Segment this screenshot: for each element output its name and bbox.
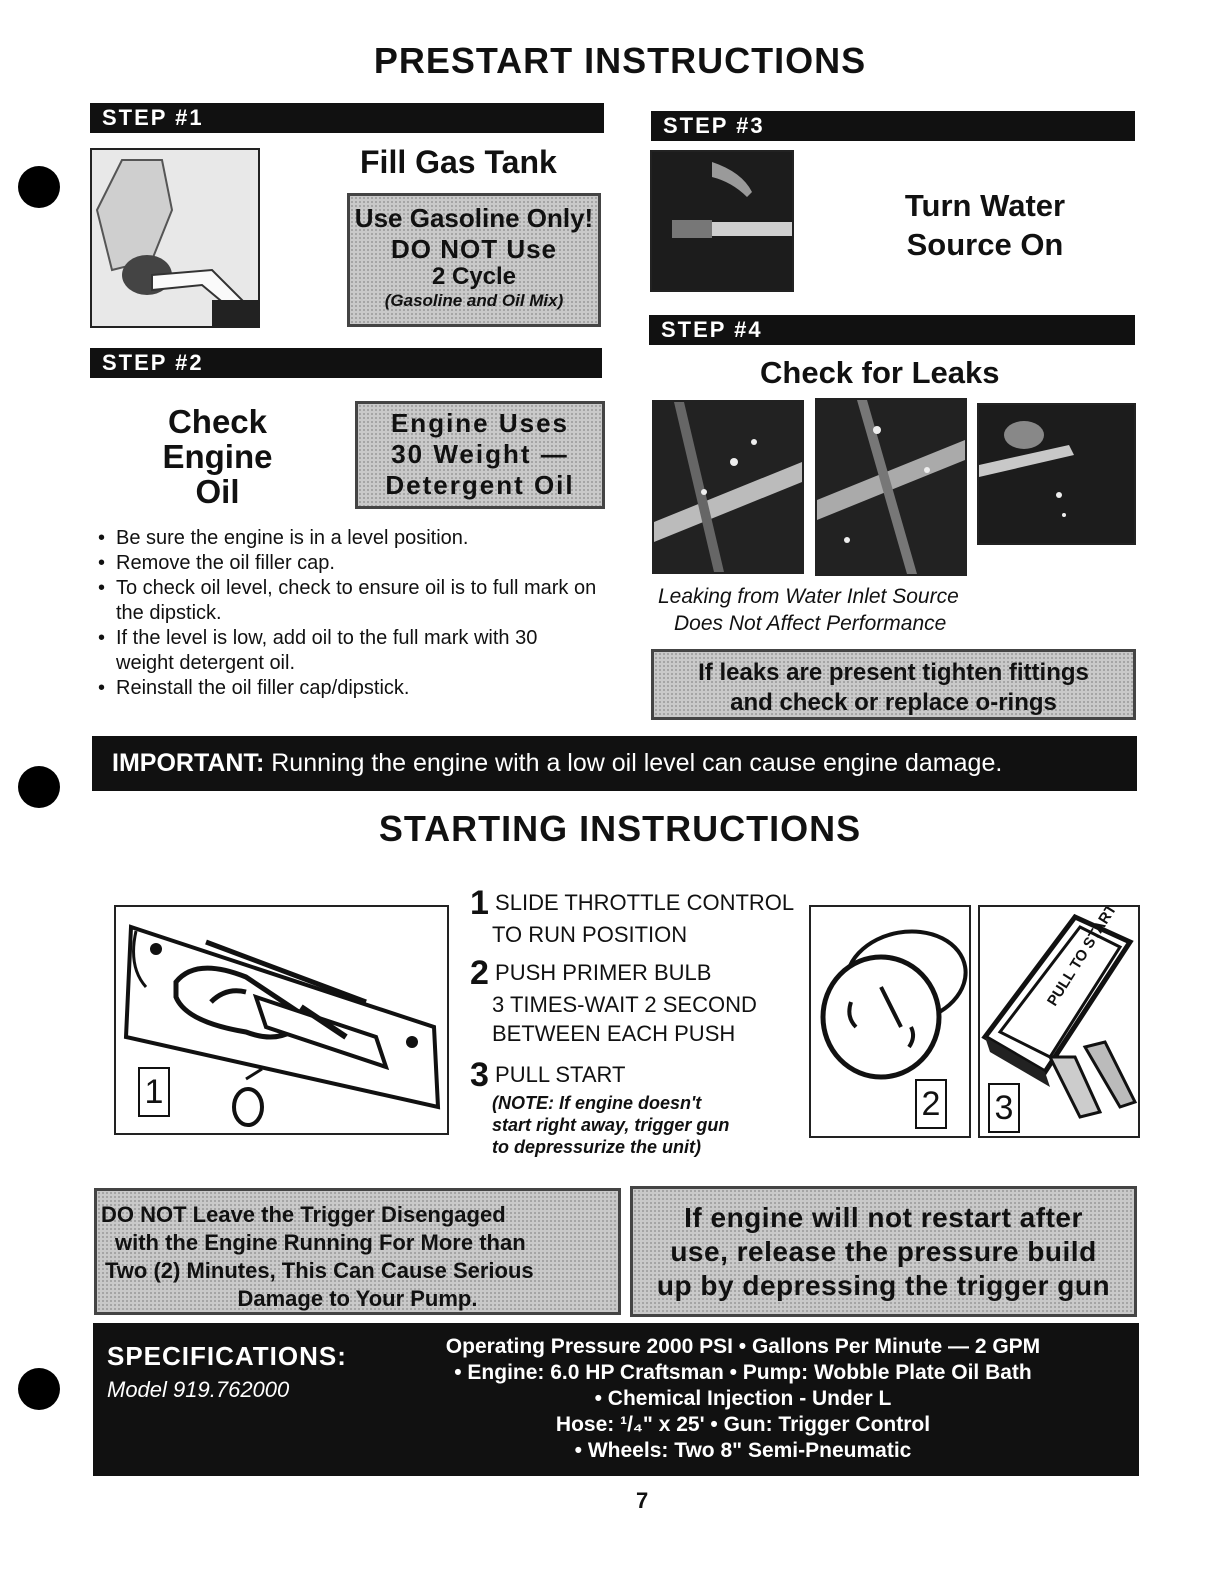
step-number: 2 [470,954,489,992]
callout-text: DO NOT Use [390,234,558,264]
start-step-3 [470,1058,729,1158]
warning-line: If engine will not restart after [684,1202,1083,1233]
specs-label: SPECIFICATIONS: [107,1341,347,1371]
figure-tag-3: 3 [988,1083,1020,1133]
list-item: • To check oil level, check to ensure oil is to full mark on the dipstick. [98,576,598,626]
specifications-panel [93,1323,1139,1476]
callout-text: 2 Cycle [431,263,517,290]
restart-warning [630,1186,1137,1317]
warning-line: DO NOT Leave the Trigger Disengaged [101,1202,506,1227]
warning-line: with the Engine Running For More than [115,1230,526,1255]
important-text: Running the engine with a low oil level can cause engine damage. [271,749,1003,777]
step-text: BETWEEN EACH PUSH [492,1021,736,1046]
step2-bar: STEP #2 [90,348,602,378]
binder-hole-top [18,166,60,208]
step1-heading: Fill Gas Tank [360,144,557,180]
throttle-figure [114,905,449,1135]
specs-model: Model 919.762000 [107,1377,290,1402]
spec-line: Hose: ¹/₄" x 25' • Gun: Trigger Control [555,1413,931,1436]
start-step-2 [470,956,757,1048]
heading-line: Oil [195,473,240,510]
callout-text: (Gasoline and Oil Mix) [384,291,564,310]
leak-photo-2 [815,398,967,576]
warning-line: use, release the pressure build [670,1236,1097,1267]
step-text: PULL START [495,1062,626,1087]
important-label: IMPORTANT: [112,749,265,777]
step3-bar: STEP #3 [651,111,1135,141]
heading-line: Check [167,403,268,440]
list-item: • If the level is low, add oil to the full mark with 30 weight detergent oil. [98,626,598,676]
step2-heading [130,404,305,509]
callout-text: and check or replace o-rings [730,689,1057,716]
step1-bar: STEP #1 [90,103,604,133]
step3-heading [860,186,1110,264]
heading-line: Engine [162,438,273,475]
spec-line: • Wheels: Two 8" Semi-Pneumatic [574,1439,912,1462]
callout-text: Engine Uses [390,408,570,438]
leak-caption [658,583,959,637]
warning-line: up by depressing the trigger gun [656,1270,1111,1301]
binder-hole-middle [18,766,60,808]
callout-text: If leaks are present tighten fittings [698,659,1089,686]
gas-tank-photo [90,148,260,328]
spec-line: • Chemical Injection - Under L [594,1387,892,1410]
callout-text: Use Gasoline Only! [354,203,594,233]
specs-lines [393,1334,1093,1464]
spec-line: • Engine: 6.0 HP Craftsman • Pump: Wobble Plate Oil Bath [454,1361,1032,1384]
step-number: 3 [470,1056,489,1094]
caption-line: Leaking from Water Inlet Source [658,585,959,608]
list-item: • Remove the oil filler cap. [98,551,598,576]
step1-callout [347,193,601,327]
leak-photo-1 [652,400,804,574]
heading-line: Turn Water [904,188,1066,223]
step-number: 1 [470,884,489,922]
warning-line: Two (2) Minutes, This Can Cause Serious [105,1258,534,1283]
step4-bar: STEP #4 [649,315,1135,345]
figure-tag-2: 2 [915,1079,947,1129]
step-text: 3 TIMES-WAIT 2 SECOND [492,992,757,1017]
step-text: SLIDE THROTTLE CONTROL [495,890,795,915]
pull-start-figure [978,905,1140,1138]
note-line: start right away, trigger gun [492,1115,730,1135]
caption-line: Does Not Affect Performance [674,612,947,635]
start-step-1 [470,886,794,950]
step2-callout [355,401,605,509]
page-number: 7 [636,1488,649,1513]
starting-title: STARTING INSTRUCTIONS [378,808,862,849]
callout-text: 30 Weight — [391,439,569,469]
warning-line: Damage to Your Pump. [237,1286,478,1311]
callout-text: Detergent Oil [385,470,575,500]
primer-bulb-figure [809,905,971,1138]
step4-callout [651,649,1136,720]
figure-tag-1: 1 [138,1067,170,1117]
trigger-warning [94,1188,621,1315]
note-line: (NOTE: If engine doesn't [492,1093,702,1113]
leak-photo-3 [977,403,1136,545]
step-text: TO RUN POSITION [492,922,688,947]
list-item: • Reinstall the oil filler cap/dipstick. [98,676,598,701]
binder-hole-bottom [18,1368,60,1410]
list-item: • Be sure the engine is in a level position. [98,526,598,551]
water-source-photo [650,150,794,292]
page-title: PRESTART INSTRUCTIONS [373,40,867,81]
step-text: PUSH PRIMER BULB [495,960,712,985]
spec-line: Operating Pressure 2000 PSI • Gallons Per Minute — 2 GPM [445,1335,1041,1358]
start-note [470,1092,729,1158]
step4-heading: Check for Leaks [760,355,1000,390]
oil-check-list [98,526,598,701]
handle-label: PULL TO START [1043,907,1121,1010]
heading-line: Source On [906,227,1064,262]
note-line: to depressurize the unit) [492,1137,702,1157]
important-bar [92,736,1137,791]
